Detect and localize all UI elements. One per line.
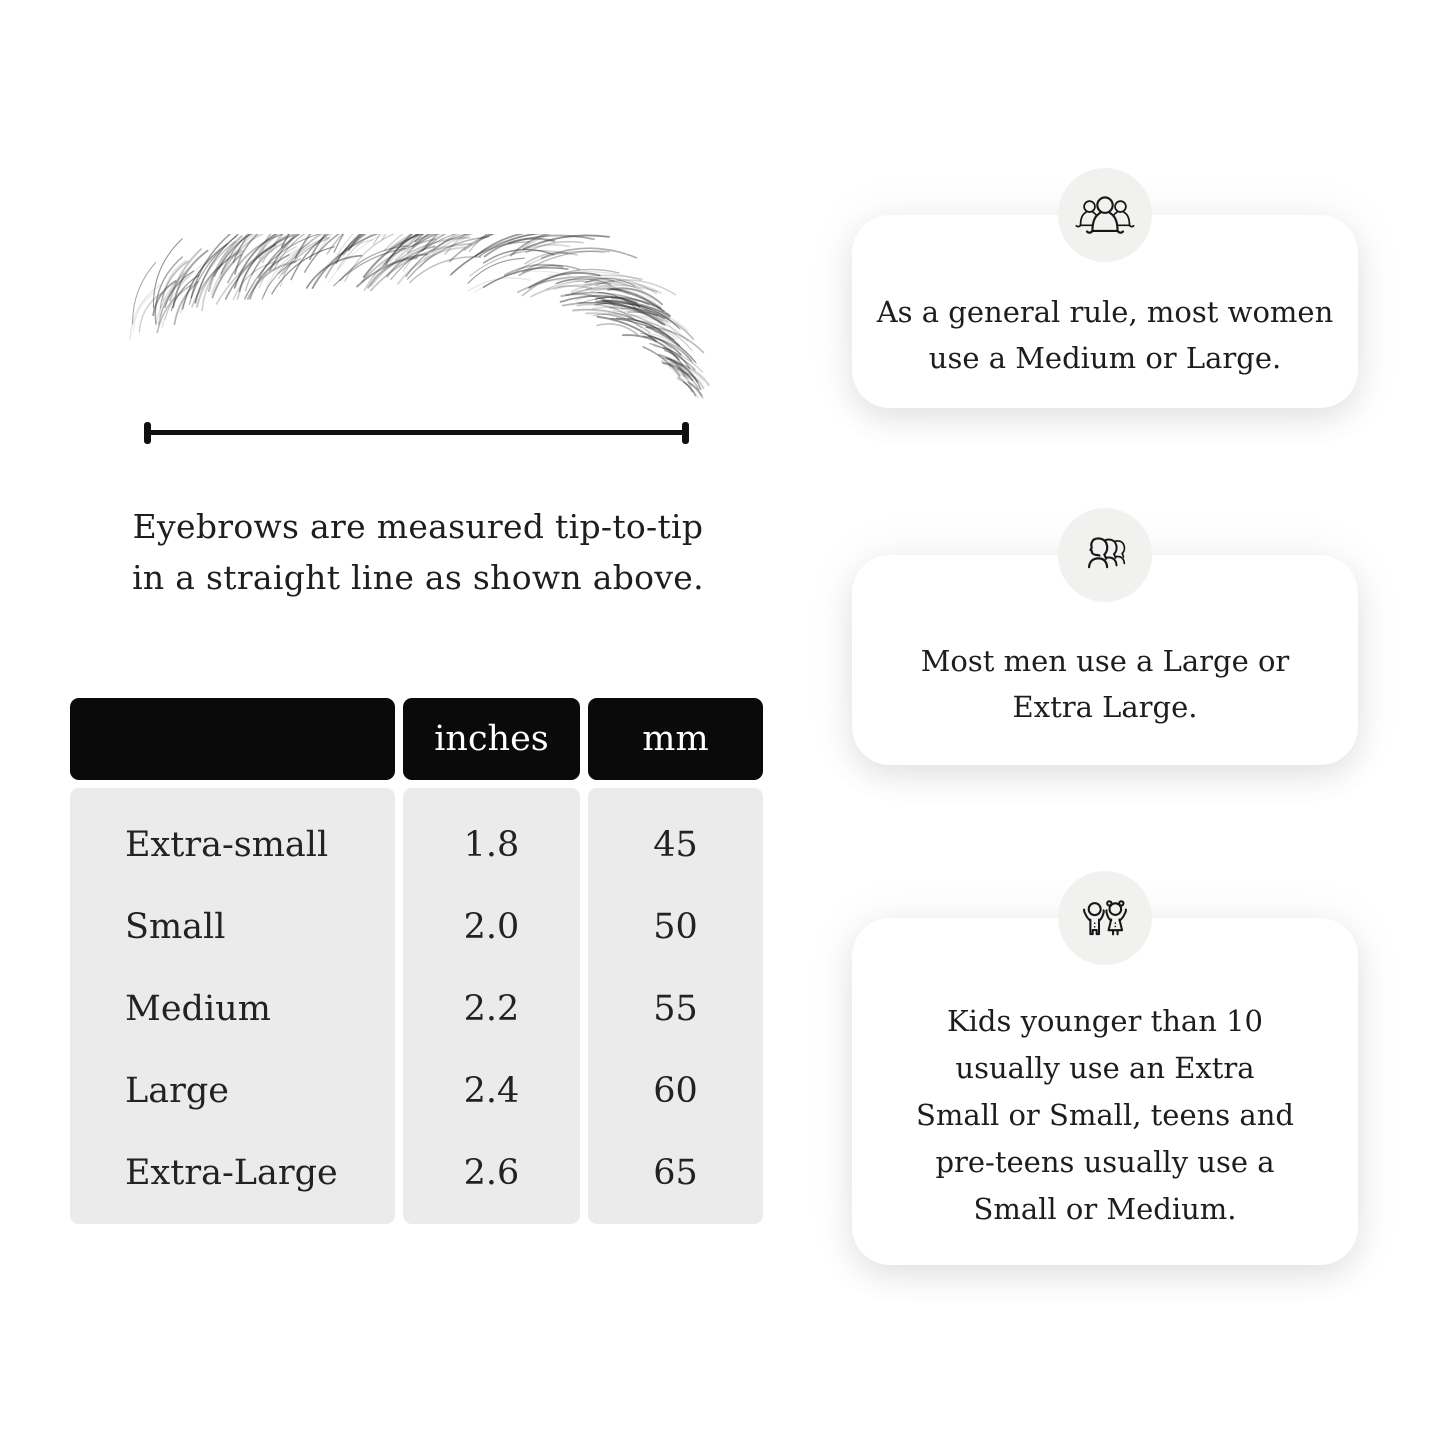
size-inches-value: 1.8 <box>463 825 520 865</box>
card-text <box>852 262 1358 408</box>
icon-badge <box>1058 871 1152 965</box>
card-text-line: usually use an Extra <box>955 1050 1255 1085</box>
eyebrow-illustration <box>118 234 710 402</box>
card-text-line: Small or Small, teens and <box>916 1097 1294 1132</box>
card-text-line: Kids younger than 10 <box>946 1003 1264 1038</box>
size-inches-value: 2.2 <box>463 989 520 1029</box>
size-mm-value: 50 <box>653 907 698 947</box>
caption-line-2: in a straight line as shown above. <box>132 558 704 597</box>
table-row <box>70 886 763 968</box>
size-label: Medium <box>125 989 271 1029</box>
measurement-line-left-cap <box>144 422 151 444</box>
card-text-line: As a general rule, most women <box>876 295 1334 329</box>
card-text <box>852 965 1358 1265</box>
info-card-women <box>852 215 1358 408</box>
table-row <box>70 804 763 886</box>
size-label: Extra-small <box>125 825 329 865</box>
table-row <box>70 1050 763 1132</box>
measurement-line-bar <box>146 430 687 435</box>
kids-icon <box>1075 888 1135 948</box>
table-header-inches: inches <box>403 698 580 780</box>
card-text-line: use a Medium or Large. <box>928 341 1282 375</box>
icon-badge <box>1058 508 1152 602</box>
table-row <box>70 1132 763 1214</box>
measurement-line-right-cap <box>682 422 689 444</box>
caption-line-1: Eyebrows are measured tip-to-tip <box>132 507 704 546</box>
info-card-kids <box>852 918 1358 1265</box>
card-text-line: pre-teens usually use a <box>935 1144 1275 1179</box>
size-table <box>70 698 763 1224</box>
size-label: Large <box>125 1071 229 1111</box>
size-inches-value: 2.6 <box>463 1153 520 1193</box>
measurement-caption <box>82 501 754 603</box>
card-text-line: Most men use a Large or <box>920 643 1290 678</box>
table-header-mm: mm <box>588 698 763 780</box>
card-text-line: Small or Medium. <box>973 1191 1237 1226</box>
table-row <box>70 968 763 1050</box>
size-mm-value: 65 <box>653 1153 698 1193</box>
size-mm-value: 60 <box>653 1071 698 1111</box>
table-header-blank <box>70 698 395 780</box>
size-inches-value: 2.4 <box>463 1071 520 1111</box>
icon-badge <box>1058 168 1152 262</box>
info-card-men <box>852 555 1358 765</box>
men-group-icon <box>1075 525 1135 585</box>
women-group-icon <box>1075 185 1135 245</box>
size-label: Extra-Large <box>125 1153 338 1193</box>
size-mm-value: 45 <box>653 825 698 865</box>
size-inches-value: 2.0 <box>463 907 520 947</box>
size-label: Small <box>125 907 226 947</box>
measurement-line <box>146 422 687 444</box>
card-text-line: Extra Large. <box>1012 689 1198 724</box>
card-text <box>852 602 1358 765</box>
size-mm-value: 55 <box>653 989 698 1029</box>
